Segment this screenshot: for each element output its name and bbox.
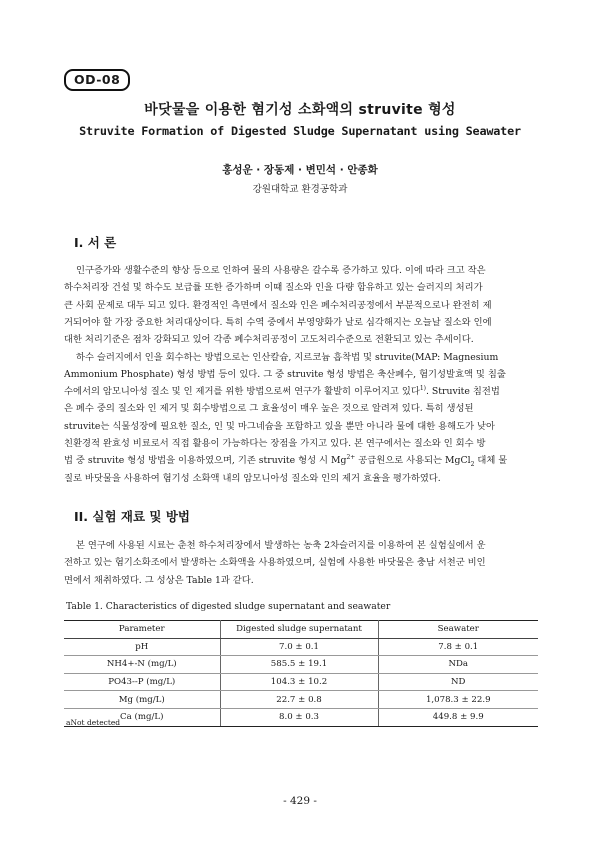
table-row [64, 638, 538, 656]
text-line [64, 383, 538, 400]
title-english: Struvite Formation of Digested Sludge Supernatant using Seawater [79, 124, 521, 138]
table-footnote: aNot detected [66, 718, 121, 727]
table-cell: pH [64, 638, 220, 656]
table-cell: ND [378, 673, 538, 691]
text-line: 면에서 채취하였다. 그 성상은 Table 1과 같다. [64, 574, 254, 586]
table-cell: 1,078.3 ± 22.9 [378, 691, 538, 709]
characteristics-table [64, 620, 538, 727]
authors: 홍성운 · 장동제 · 변민석 · 안종화 [222, 164, 378, 176]
section-heading-methods: II. 실험 재료 및 방법 [74, 509, 190, 524]
column-header: Digested sludge supernatant [220, 621, 378, 639]
table-cell: PO43--P (mg/L) [64, 673, 220, 691]
text-line: 거되어야 할 가장 중요한 처리대상이다. 특히 수역 중에서 부영양화가 날로 심각해지는 오늘날 질소와 인에 [64, 316, 492, 328]
table-cell: 104.3 ± 10.2 [220, 673, 378, 691]
page-number: - 429 - [283, 795, 317, 807]
table-cell: NDa [378, 656, 538, 674]
text-line: 은 폐수 중의 질소와 인 제거 및 회수방법으로 그 효율성이 매우 높은 것으로 알려져 있다. 특히 생성된 [64, 403, 474, 415]
table-cell: NH4+-N (mg/L) [64, 656, 220, 674]
table-row [64, 691, 538, 709]
table-cell: 449.8 ± 9.9 [378, 708, 538, 726]
table-row [64, 673, 538, 691]
title-korean: 바닷물을 이용한 혐기성 소화액의 struvite 형성 [144, 102, 456, 118]
text-line: 질로 바닷물을 사용하여 혐기성 소화액 내의 암모니아성 질소와 인의 제거 효율을 평가하였다. [64, 472, 441, 484]
column-header: Seawater [378, 621, 538, 639]
text-line: 친환경적 완효성 비료로서 직접 활용이 가능하다는 장점을 가지고 있다. 본 연구에서는 질소와 인 회수 방 [64, 437, 486, 449]
subscript: 2 [470, 461, 475, 469]
text-line: Ammonium Phosphate) 형성 방법 등이 있다. 그 중 struvite 형성 방법은 축산폐수, 혐기성발효액 및 침출 [64, 368, 506, 380]
table-cell: 8.0 ± 0.3 [220, 708, 378, 726]
affiliation: 강원대학교 환경공학과 [252, 184, 348, 195]
text-line: struvite는 식물성장에 필요한 질소, 인 및 마그네슘을 포함하고 있을 뿐만 아니라 물에 대한 용해도가 낮아 [64, 420, 495, 432]
table-cell: Mg (mg/L) [64, 691, 220, 709]
text-line-part: 공급원으로 사용되는 MgCl [355, 455, 471, 467]
table-row [64, 656, 538, 674]
text-line: 본 연구에 사용된 시료는 춘천 하수처리장에서 발생하는 농축 2차슬러지를 이용하여 본 실험실에서 운 [76, 540, 486, 551]
intro-paragraph-1 [64, 262, 538, 348]
table-cell: 22.7 ± 0.8 [220, 691, 378, 709]
text-line-part: 수에서의 암모니아성 질소 및 인 제거를 위한 방법으로써 연구가 활발히 이루어지고 있다 [64, 386, 420, 398]
text-line [64, 452, 538, 469]
text-line-part: 법 중 struvite 형성 방법을 이용하였으며, 기존 struvite 형성 시 Mg [64, 455, 347, 467]
text-line: 하수처리장 건설 및 하수도 보급률 또한 증가하며 이때 질소와 인을 다량 함유하고 있는 슬러지의 처리가 [64, 282, 483, 294]
table-cell: Ca (mg/L) [64, 708, 220, 726]
text-line-part: 대체 물 [474, 455, 508, 467]
table-header-row [64, 621, 538, 639]
table-cell: 7.0 ± 0.1 [220, 638, 378, 656]
session-badge: OD-08 [64, 69, 130, 91]
table-row [64, 708, 538, 726]
table-cell: 585.5 ± 19.1 [220, 656, 378, 674]
superscript: 2+ [346, 454, 356, 462]
table-caption: Table 1. Characteristics of digested sludge supernatant and seawater [66, 601, 391, 612]
methods-paragraph [64, 537, 538, 589]
text-line: 하수 슬러지에서 인을 회수하는 방법으로는 인산칼슘, 지르코늄 흡착법 및 struvite(MAP: Magnesium [76, 351, 499, 363]
text-line-part: . Struvite 침전법 [426, 386, 500, 398]
reference-mark: 1) [419, 385, 426, 392]
intro-paragraph-2 [64, 349, 538, 487]
column-header: Parameter [64, 621, 220, 639]
table-cell: 7.8 ± 0.1 [378, 638, 538, 656]
text-line: 전하고 있는 혐기소화조에서 발생하는 소화액을 사용하였으며, 실험에 사용한 바닷물은 충남 서천군 비인 [64, 557, 486, 569]
text-line: 인구증가와 생활수준의 향상 등으로 인하여 물의 사용량은 갈수록 증가하고 있다. 이에 따라 크고 작은 [76, 265, 486, 276]
text-line: 큰 사회 문제로 대두 되고 있다. 환경적인 측면에서 질소와 인은 폐수처리공정에서 부분적으로나 완전히 제 [64, 299, 492, 311]
text-line: 대한 처리기준은 점차 강화되고 있어 각종 폐수처리공정이 고도처리수준으로 전환되고 있는 추세이다. [64, 334, 474, 346]
section-heading-introduction: I. 서 론 [74, 235, 117, 250]
